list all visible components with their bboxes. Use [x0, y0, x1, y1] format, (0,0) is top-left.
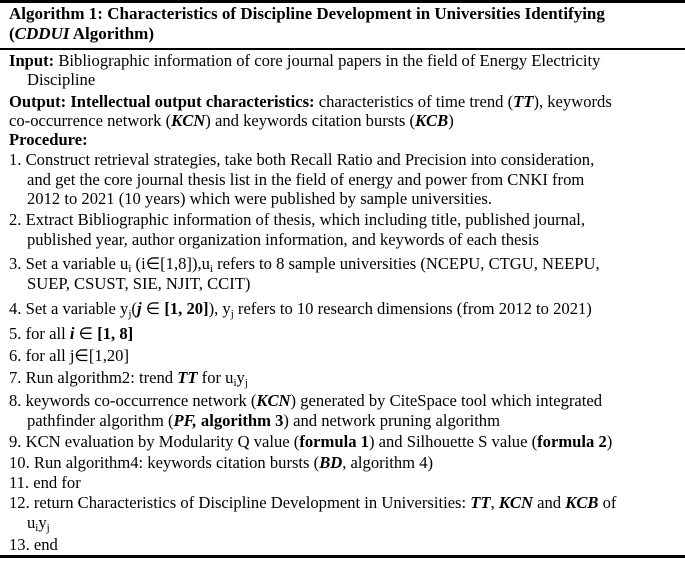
bottom-rule [0, 555, 685, 558]
step-7: 7. Run algorithm2: trend TT for $u_iy_j$ [9, 368, 248, 389]
step-12-line2: $u_iy_j$ [27, 513, 50, 534]
step-12-line1: 12. return Characteristics of Discipline Development in Universities: TT, KCN and KCB of [9, 493, 617, 512]
step-11: 11. end for [9, 473, 81, 492]
step-1-line3: 2012 to 2021 (10 years) which were published by sample universities. [27, 189, 492, 208]
step-10: 10. Run algorithm4: keywords citation bursts (BD, algorithm 4) [9, 453, 434, 472]
input-line2: Discipline [27, 70, 96, 89]
step-2-line1: 2. Extract Bibliographic information of thesis, which including title, published journal, [9, 210, 586, 229]
step-3-line2: SUEP, CSUST, SIE, NJIT, CCIT) [27, 274, 251, 293]
algorithm-title-line2: (CDDUI Algorithm) [9, 24, 154, 43]
input-line1: Input: Bibliographic information of core journal papers in the field of Energy Electricity [9, 51, 601, 70]
step-1-line1: 1. Construct retrieval strategies, take both Recall Ratio and Precision into consideration, [9, 150, 595, 169]
output-line1: Output: Intellectual output characteristics: characteristics of time trend (TT), keywords [9, 92, 612, 111]
procedure-label: Procedure: [9, 130, 88, 149]
step-8-line1: 8. keywords co-occurrence network (KCN) generated by CiteSpace tool which integrated [9, 391, 603, 410]
step-8-line2: pathfinder algorithm (PF, algorithm 3) and network pruning algorithm [27, 411, 501, 430]
step-13: 13. end [9, 535, 58, 554]
step-1-line2: and get the core journal thesis list in the field of energy and power from CNKI from [27, 170, 585, 189]
algorithm-title-line1: Algorithm 1: Characteristics of Discipline Development in Universities Identifying [9, 4, 605, 23]
output-line2: co-occurrence network (KCN) and keywords citation bursts (KCB) [9, 111, 454, 130]
title-rule [0, 48, 685, 50]
step-4: 4. Set a variable $y_j(j$ ∈ [1, 20]), $y_j$ refers to 10 research dimensions (from 2012 to 2021) [9, 299, 592, 320]
step-5: 5. for all i ∈ [1, 8] [9, 324, 134, 343]
top-rule [0, 0, 685, 3]
step-3-line1: 3. Set a variable $u_i$ $(i\in[1,8]),u_i$ refers to 8 sample universities (NCEPU, CTGU, NEEPU, [9, 254, 600, 275]
step-9: 9. KCN evaluation by Modularity Q value (formula 1) and Silhouette S value (formula 2) [9, 432, 613, 451]
step-6: 6. for all j∈[1,20] [9, 346, 129, 365]
step-2-line2: published year, author organization information, and keywords of each thesis [27, 230, 539, 249]
